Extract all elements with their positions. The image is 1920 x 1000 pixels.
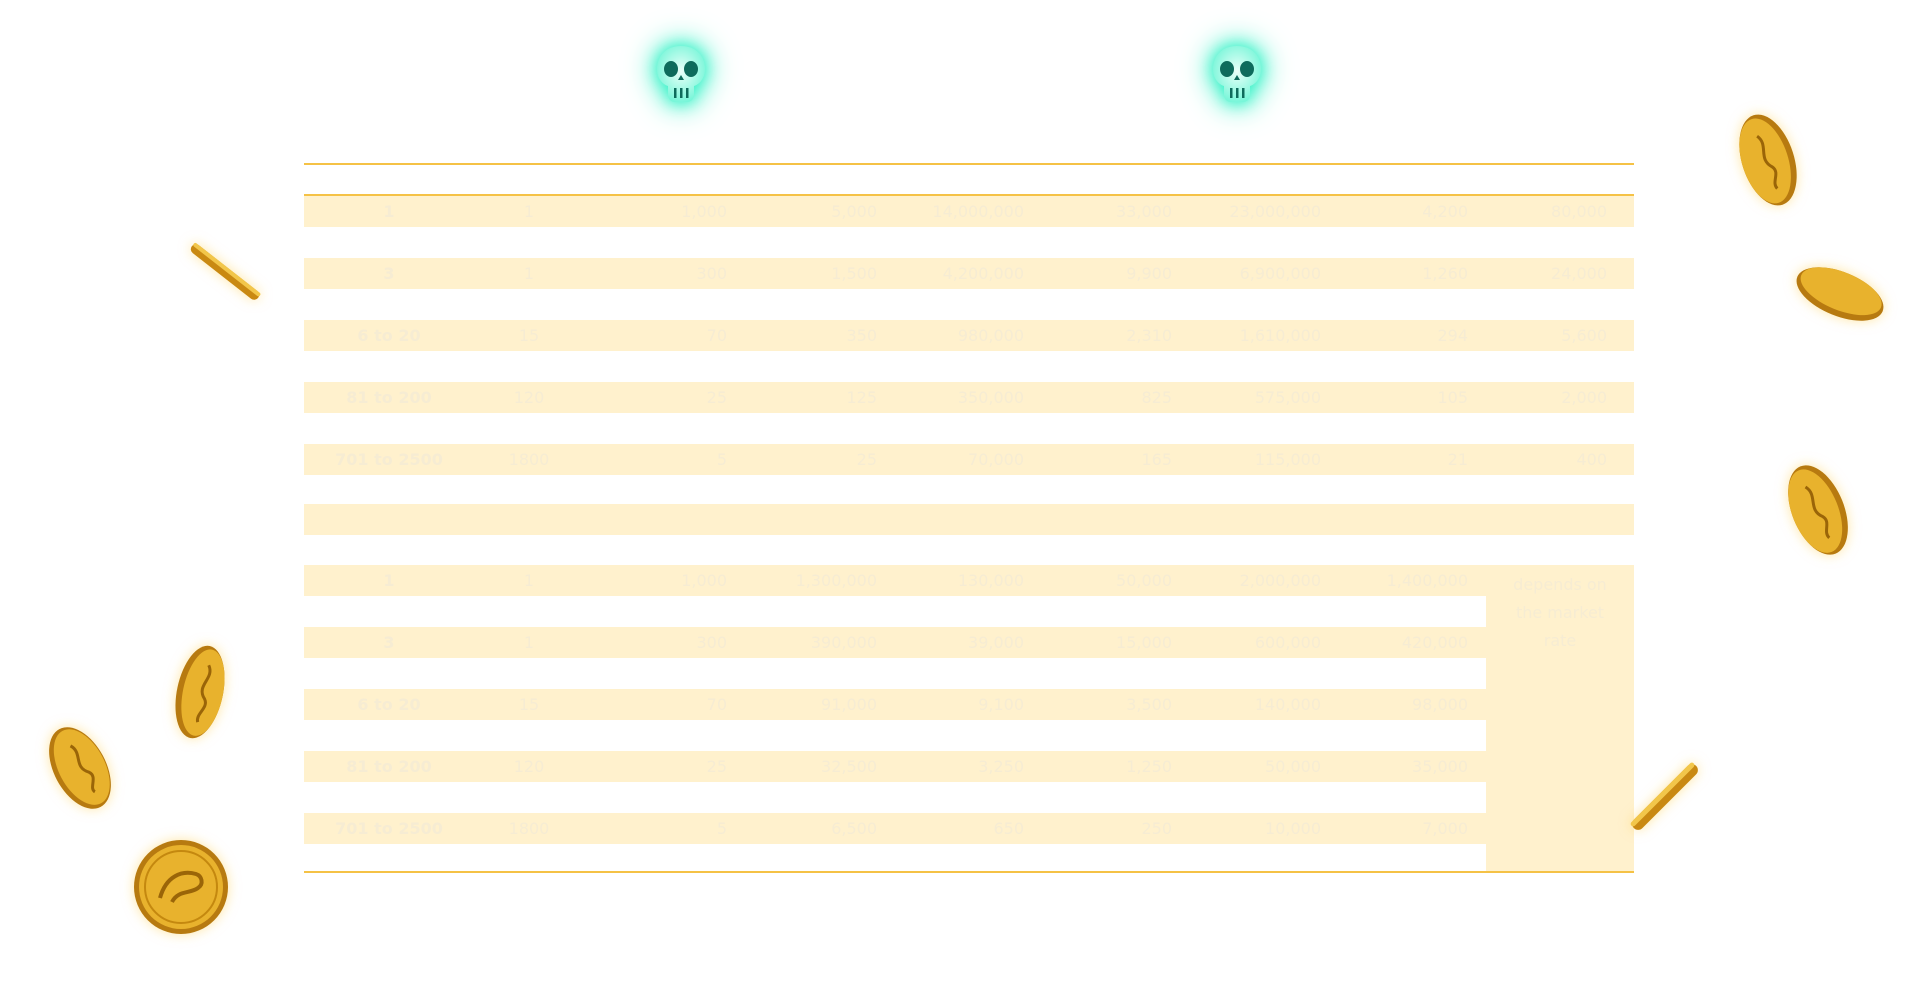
table-cell: 6,900,000 (1239, 264, 1321, 283)
table-cell: 701 to 2500 (335, 450, 443, 469)
table-cell: 15 (518, 326, 540, 345)
table-cell: 9,100 (978, 695, 1024, 714)
skull-icon (651, 42, 711, 108)
table-cell: 130,000 (957, 571, 1024, 590)
table-cell: 420,000 (1401, 633, 1468, 652)
table-cell: 140,000 (1254, 695, 1321, 714)
table-cell: 6 to 20 (357, 695, 421, 714)
table-cell: 3,500 (1126, 695, 1172, 714)
table-cell: 5,000 (831, 202, 877, 221)
table-cell: 400 (1576, 450, 1607, 469)
table-cell: 350 (846, 326, 877, 345)
table-cell: 81 to 200 (346, 757, 432, 776)
table-cell: 1,500 (831, 264, 877, 283)
table-cell: 250 (1141, 819, 1172, 838)
table-cell: 4,200 (1422, 202, 1468, 221)
table-cell: 1 (523, 202, 535, 221)
table-bottom-rule (304, 871, 1634, 873)
table-cell: 1 (523, 633, 535, 652)
table-cell: 2,000 (1561, 388, 1607, 407)
table-cell: 1,610,000 (1239, 326, 1321, 345)
table-cell: 80,000 (1551, 202, 1607, 221)
table-cell: 70,000 (968, 450, 1024, 469)
table-cell: 25 (706, 757, 727, 776)
table-cell: 350,000 (957, 388, 1024, 407)
table-cell: 1 (383, 571, 395, 590)
table-cell: 6 to 20 (357, 326, 421, 345)
table-cell: 1,250 (1126, 757, 1172, 776)
table-cell: 165 (1141, 450, 1172, 469)
table-row (304, 813, 1486, 844)
table-row (304, 627, 1486, 658)
table-cell: 6,500 (831, 819, 877, 838)
table-row (304, 196, 1634, 227)
table-cell: 10,000 (1265, 819, 1321, 838)
table-row (304, 258, 1634, 289)
table-cell: 9,900 (1126, 264, 1172, 283)
table-row (304, 565, 1486, 596)
gold-coin-icon (1620, 752, 1710, 842)
table-cell: 125 (846, 388, 877, 407)
table-cell: 15 (518, 695, 540, 714)
gold-coin-icon (1780, 458, 1856, 562)
table-cell: 600,000 (1254, 633, 1321, 652)
table-row (304, 320, 1634, 351)
table-cell: 2,000,000 (1239, 571, 1321, 590)
table-cell: 25 (706, 388, 727, 407)
table-cell: 1,400,000 (1386, 571, 1468, 590)
table-cell: 105 (1437, 388, 1468, 407)
table-cell: 294 (1437, 326, 1468, 345)
table-cell: 980,000 (957, 326, 1024, 345)
table-cell: 2,310 (1126, 326, 1172, 345)
table-cell: 1,000 (681, 202, 727, 221)
table-cell: 120 (513, 388, 545, 407)
gold-coin-icon (1790, 256, 1890, 332)
table-cell: 300 (696, 264, 727, 283)
table-cell: 1 (383, 202, 395, 221)
table-row (304, 689, 1486, 720)
table-cell: 3 (383, 264, 395, 283)
table-cell: 1,000 (681, 571, 727, 590)
table-cell: 50,000 (1116, 571, 1172, 590)
table-cell: 701 to 2500 (335, 819, 443, 838)
table-row (304, 382, 1634, 413)
gold-coin-icon (1730, 108, 1806, 212)
table-cell: 120 (513, 757, 545, 776)
table-cell: 3,250 (978, 757, 1024, 776)
table-cell: 70 (706, 695, 727, 714)
table-cell: 7,000 (1422, 819, 1468, 838)
table-row (304, 751, 1486, 782)
table-cell: 70 (706, 326, 727, 345)
table-cell: 5,600 (1561, 326, 1607, 345)
table-cell: 33,000 (1116, 202, 1172, 221)
table-cell: 98,000 (1412, 695, 1468, 714)
gold-coin-icon (40, 718, 120, 818)
table-top-rule (304, 163, 1634, 165)
table-cell: 4,200,000 (942, 264, 1024, 283)
market-rate-cell (1486, 565, 1634, 871)
table-cell: 3 (383, 633, 395, 652)
table-cell: 23,000,000 (1229, 202, 1321, 221)
table-cell: 115,000 (1254, 450, 1321, 469)
table-cell: 1800 (508, 819, 550, 838)
gold-coin-icon (168, 640, 232, 744)
gold-coin-icon (130, 836, 232, 938)
table-cell: 5 (716, 450, 727, 469)
table-cell: 1,260 (1422, 264, 1468, 283)
table-row (304, 444, 1634, 475)
table-cell: 575,000 (1254, 388, 1321, 407)
table-cell: 91,000 (821, 695, 877, 714)
table-cell: 1 (523, 264, 535, 283)
table-cell: 32,500 (821, 757, 877, 776)
table-cell: 1,300,000 (795, 571, 877, 590)
table-cell: 50,000 (1265, 757, 1321, 776)
table-cell: 1 (523, 571, 535, 590)
table-cell: 650 (993, 819, 1024, 838)
table-cell: 21 (1447, 450, 1468, 469)
table-cell: 825 (1141, 388, 1172, 407)
table-cell: 81 to 200 (346, 388, 432, 407)
table-cell: 39,000 (968, 633, 1024, 652)
market-rate-note: depends on the market rate (1513, 575, 1607, 650)
table-cell: 14,000,000 (932, 202, 1024, 221)
payout-table (304, 163, 1634, 873)
table-cell: 390,000 (810, 633, 877, 652)
table-cell: 1800 (508, 450, 550, 469)
table-cell: 15,000 (1116, 633, 1172, 652)
table-cell: 35,000 (1412, 757, 1468, 776)
skull-icon (1207, 42, 1267, 108)
table-cell: 5 (716, 819, 727, 838)
table-cell: 300 (696, 633, 727, 652)
table-cell: 25 (856, 450, 877, 469)
table-cell: 24,000 (1551, 264, 1607, 283)
gold-coin-icon (180, 232, 270, 312)
section-divider-row (304, 504, 1634, 535)
